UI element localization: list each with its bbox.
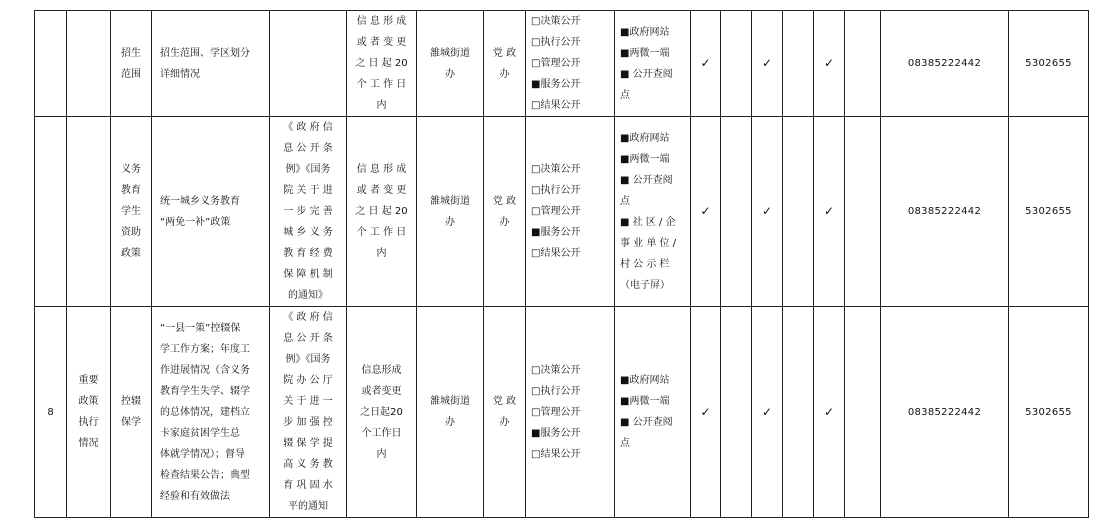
disclosure-type-cell: □决策公开 □执行公开 □管理公开 ■服务公开 □结果公开	[526, 307, 615, 518]
index-cell: 8	[35, 307, 67, 518]
check-mark-3: ✓	[752, 117, 783, 307]
disclosure-table-sheet	[34, 10, 1089, 518]
check-mark-3: ✓	[752, 307, 783, 518]
content-cell: 招生范围、学区划分 详细情况	[152, 11, 270, 117]
disclosure-type-cell: □决策公开 □执行公开 □管理公开 ■服务公开 □结果公开	[526, 11, 615, 117]
category-cell	[67, 117, 111, 307]
timeframe-cell: 信息形成 或者变更 之日起20 个工作日 内	[347, 307, 417, 518]
item-cell: 控辍 保学	[111, 307, 152, 518]
check-mark-5: ✓	[814, 11, 845, 117]
check-mark-2	[721, 11, 752, 117]
disclosure-type-cell: □决策公开 □执行公开 □管理公开 ■服务公开 □结果公开	[526, 117, 615, 307]
check-mark-6	[845, 307, 881, 518]
basis-cell: 《 政 府 信 息 公 开 条 例》《国务 院 办 公 厅 关 于 进 一 步 加 强 控 辍 保 学 提 高 义 务 教 育 巩 固 水 平的通知	[270, 307, 347, 518]
timeframe-cell: 信 息 形 成 或 者 变 更 之 日 起 20 个 工 作 日 内	[347, 117, 417, 307]
check-mark-6	[845, 117, 881, 307]
phone-cell: 08385222442	[881, 307, 1009, 518]
dept-cell: 党 政 办	[484, 11, 526, 117]
check-mark-1: ✓	[691, 117, 721, 307]
phone-cell: 08385222442	[881, 117, 1009, 307]
table-row	[35, 307, 1089, 518]
check-mark-6	[845, 11, 881, 117]
table-row	[35, 11, 1089, 117]
subject-cell: 雒城街道 办	[417, 117, 484, 307]
basis-cell: 《 政 府 信 息 公 开 条 例》《国务 院 关 于 进 一 步 完 善 城 乡 义 务 教 育 经 费 保 障 机 制 的通知》	[270, 117, 347, 307]
check-mark-5: ✓	[814, 117, 845, 307]
code-cell: 5302655	[1009, 11, 1089, 117]
content-cell: “一县一策”控辍保 学工作方案；年度工 作进展情况（含义务 教育学生失学、辍学 的总体情况，建档立 卡家庭贫困学生总 体就学情况）；督导 检查结果公告；典型 经验和有效做法	[152, 307, 270, 518]
table-row	[35, 117, 1089, 307]
check-mark-5: ✓	[814, 307, 845, 518]
dept-cell: 党 政 办	[484, 117, 526, 307]
subject-cell: 雒城街道 办	[417, 11, 484, 117]
basis-cell	[270, 11, 347, 117]
channel-cell: ■政府网站 ■两微一端 ■ 公开查阅 点	[615, 307, 691, 518]
channel-cell: ■政府网站 ■两微一端 ■ 公开查阅 点	[615, 11, 691, 117]
code-cell: 5302655	[1009, 307, 1089, 518]
check-mark-1: ✓	[691, 11, 721, 117]
category-cell	[67, 11, 111, 117]
content-cell: 统一城乡义务教育 “两免一补”政策	[152, 117, 270, 307]
check-mark-2	[721, 307, 752, 518]
dept-cell: 党 政 办	[484, 307, 526, 518]
check-mark-4	[783, 307, 814, 518]
item-cell: 义务 教育 学生 资助 政策	[111, 117, 152, 307]
check-mark-3: ✓	[752, 11, 783, 117]
subject-cell: 雒城街道 办	[417, 307, 484, 518]
phone-cell: 08385222442	[881, 11, 1009, 117]
check-mark-2	[721, 117, 752, 307]
timeframe-cell: 信 息 形 成 或 者 变 更 之 日 起 20 个 工 作 日 内	[347, 11, 417, 117]
code-cell: 5302655	[1009, 117, 1089, 307]
item-cell: 招生 范围	[111, 11, 152, 117]
channel-cell: ■政府网站 ■两微一端 ■ 公开查阅 点 ■ 社 区 / 企 事 业 单 位 / 村 公 示 栏 （电子屏）	[615, 117, 691, 307]
index-cell	[35, 11, 67, 117]
index-cell	[35, 117, 67, 307]
check-mark-1: ✓	[691, 307, 721, 518]
disclosure-table	[34, 10, 1089, 518]
category-cell: 重要 政策 执行 情况	[67, 307, 111, 518]
check-mark-4	[783, 11, 814, 117]
check-mark-4	[783, 117, 814, 307]
